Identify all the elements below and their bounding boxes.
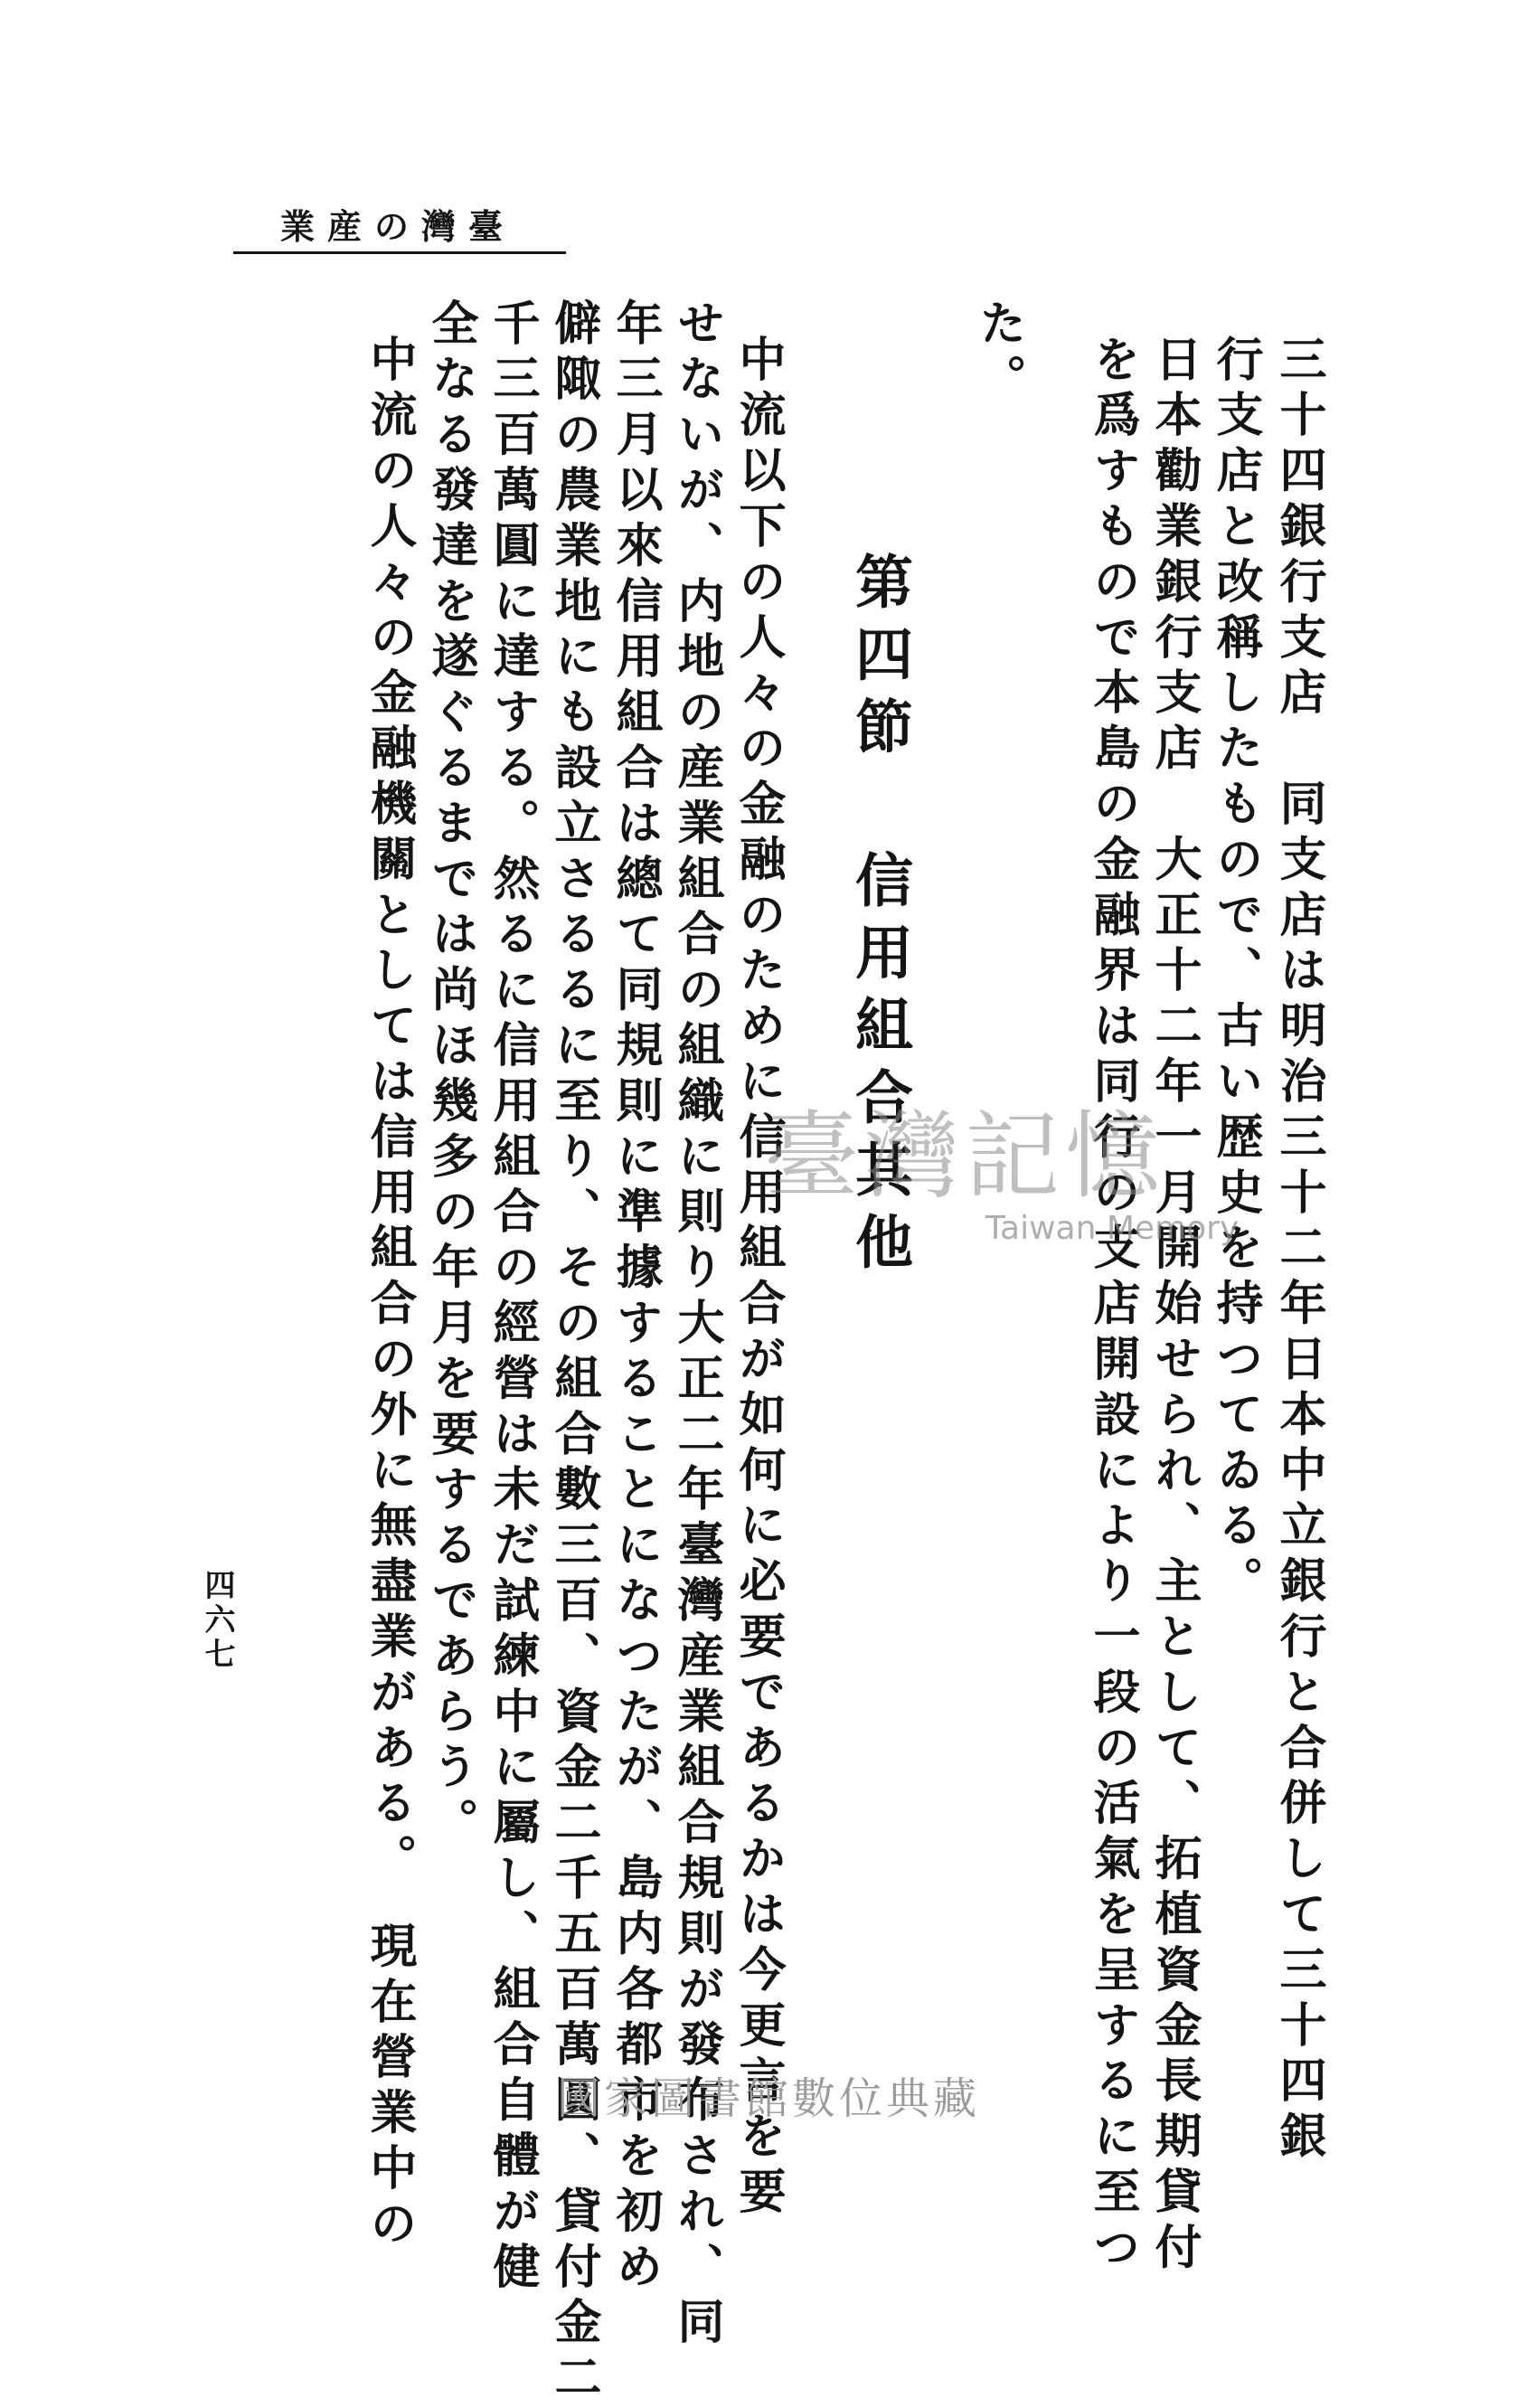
text-column-1: 三十四銀行支店 同支店は明治三十二年日本中立銀行と合併して三十四銀 bbox=[1271, 335, 1326, 2167]
text-column-12: 中流の人々の金融機關としては信用組合の外に無盡業がある。 現在營業中の bbox=[362, 335, 417, 2254]
page-number: 四六七 bbox=[199, 1569, 235, 1672]
text-column-5: た。 bbox=[971, 298, 1026, 410]
text-column-2: 行支店と改稱したもので、古い歴史を持つてゐる。 bbox=[1208, 335, 1263, 1612]
text-column-4: を爲すもので本島の金融界は同行の支店開設により一段の活氣を呈するに至つ bbox=[1085, 335, 1140, 2278]
watermark-text: 臺灣記憶 bbox=[764, 1101, 1166, 1212]
text-column-10: 千三百萬圓に達する。然るに信用組合の經營は未だ試練中に屬し、組合自體が健 bbox=[485, 298, 540, 2298]
text-column-6: 中流以下の人々の金融のために信用組合が如何に必要であるかは今更言を要 bbox=[731, 335, 786, 2223]
text-column-7: せないが、内地の産業組合の組織に則り大正二年臺灣産業組合規則が發布され、同 bbox=[669, 298, 724, 2353]
header-rule bbox=[233, 251, 566, 254]
text-column-8: 年三月以來信用組合は總て同規則に準據することになつたが、島内各都市を初め bbox=[608, 298, 663, 2298]
text-column-9: 僻陬の農業地にも設立さるるに至り、その組合數三百、資金二千五百萬圓、貸付金二 bbox=[546, 298, 601, 2408]
watermark-subtext: Taiwan Memory bbox=[985, 1210, 1240, 1247]
running-header: 臺灣の産業 bbox=[280, 206, 516, 247]
section-name: 信用組合其他 bbox=[845, 850, 913, 1284]
text-column-3: 日本勸業銀行支店 大正十二年一月開始せられ、主として、拓植資金長期貸付 bbox=[1146, 335, 1202, 2278]
footer-credit: 國家圖書館數位典藏 bbox=[556, 2073, 980, 2124]
section-number: 第四節 bbox=[845, 552, 913, 769]
section-title bbox=[845, 552, 913, 1284]
text-column-11: 全なる發達を遂ぐるまでは尚ほ幾多の年月を要するであらう。 bbox=[423, 298, 478, 1854]
